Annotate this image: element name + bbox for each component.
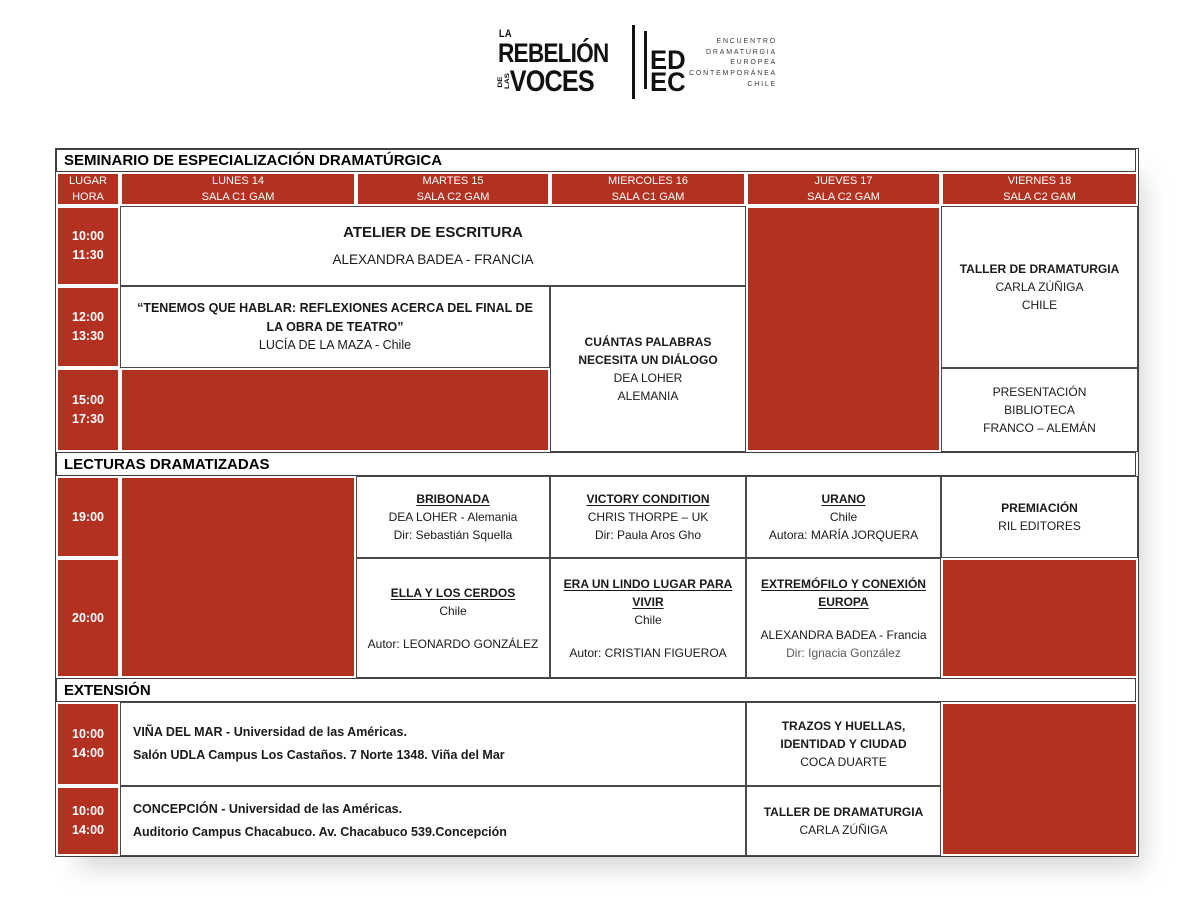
section-title-seminario: SEMINARIO DE ESPECIALIZACIÓN DRAMATÚRGICA <box>56 149 1136 172</box>
brand-wordmark <box>498 28 608 96</box>
cell-vina-del-mar: VIÑA DEL MAR - Universidad de las Américas. Salón UDLA Campus Los Castaños. 7 Norte 1348. Viña del Mar <box>120 702 746 786</box>
brand-de-las: DE LAS <box>496 72 511 89</box>
event-logo <box>498 20 777 104</box>
brand-voces: VOCES <box>509 64 594 98</box>
time-2000: 20:00 <box>56 558 120 678</box>
header-miercoles: MIERCOLES 16 SALA C1 GAM <box>550 172 746 206</box>
time-1000-1130: 10:00 11:30 <box>56 206 120 286</box>
cell-premiacion: PREMIACIÓN RIL EDITORES <box>941 476 1138 558</box>
cell-taller-dramaturgia-ext: TALLER DE DRAMATURGIA CARLA ZÚÑIGA <box>746 786 941 856</box>
cell-era-un-lindo-lugar: ERA UN LINDO LUGAR PARA VIVIR Chile Autor: CRISTIAN FIGUEROA <box>550 558 746 678</box>
cell-victory-condition: VICTORY CONDITION CHRIS THORPE – UK Dir: Paula Aros Gho <box>550 476 746 558</box>
header-viernes: VIERNES 18 SALA C2 GAM <box>941 172 1138 206</box>
time-ext-2: 10:00 14:00 <box>56 786 120 856</box>
schedule-table <box>55 148 1139 857</box>
cell-tenemos-que-hablar: “TENEMOS QUE HABLAR: REFLEXIONES ACERCA DEL FINAL DE LA OBRA DE TEATRO” LUCÍA DE LA MAZA - Chile <box>120 286 550 368</box>
time-1200-1330: 12:00 13:30 <box>56 286 120 368</box>
section-title-lecturas: LECTURAS DRAMATIZADAS <box>56 452 1136 476</box>
header-martes: MARTES 15 SALA C2 GAM <box>356 172 550 206</box>
cell-atelier-escritura: ATELIER DE ESCRITURA ALEXANDRA BADEA - FRANCIA <box>120 206 746 286</box>
brand-row <box>496 64 608 98</box>
cell-ella-y-los-cerdos: ELLA Y LOS CERDOS Chile Autor: LEONARDO GONZÁLEZ <box>356 558 550 678</box>
header-lugar-hora: LUGAR HORA <box>56 172 120 206</box>
cell-viernes-lecturas-blocked <box>941 558 1138 678</box>
time-ext-1: 10:00 14:00 <box>56 702 120 786</box>
cell-urano: URANO Chile Autora: MARÍA JORQUERA <box>746 476 941 558</box>
header-jueves: JUEVES 17 SALA C2 GAM <box>746 172 941 206</box>
brand-rebelion: REBELIÓN <box>498 37 609 68</box>
cell-lunes-lecturas-blocked <box>120 476 356 678</box>
cell-trazos-y-huellas: TRAZOS Y HUELLAS, IDENTIDAD Y CIUDAD COCA DUARTE <box>746 702 941 786</box>
time-1900: 19:00 <box>56 476 120 558</box>
edec-tagline: ENCUENTRO DRAMATURGIA EUROPEA CONTEMPORÁNEA CHILE <box>689 37 778 89</box>
cell-bribonada: BRIBONADA DEA LOHER - Alemania Dir: Sebastián Squella <box>356 476 550 558</box>
section-title-extension: EXTENSIÓN <box>56 678 1136 702</box>
cell-lunes-martes-blocked <box>120 368 550 452</box>
cell-concepcion: CONCEPCIÓN - Universidad de las Américas. Auditorio Campus Chacabuco. Av. Chacabuco 539.Concepción <box>120 786 746 856</box>
cell-jueves-blocked <box>746 206 941 452</box>
cell-viernes-extension-blocked <box>941 702 1138 856</box>
cell-presentacion-biblioteca: PRESENTACIÓN BIBLIOTECA FRANCO – ALEMÁN <box>941 368 1138 452</box>
edec-bar-icon <box>644 31 647 89</box>
cell-taller-dramaturgia-viernes: TALLER DE DRAMATURGIA CARLA ZÚÑIGA CHILE <box>941 206 1138 368</box>
logo-divider-bar <box>632 25 635 99</box>
cell-cuantas-palabras: CUÁNTAS PALABRAS NECESITA UN DIÁLOGO DEA LOHER ALEMANIA <box>550 286 746 452</box>
brand-la: LA <box>498 27 513 40</box>
edec-letters: ED EC <box>649 44 686 97</box>
edec-mark <box>644 31 778 97</box>
time-1500-1730: 15:00 17:30 <box>56 368 120 452</box>
cell-extremofilo: EXTREMÓFILO Y CONEXIÓN EUROPA ALEXANDRA BADEA - Francia Dir: Ignacia González <box>746 558 941 678</box>
header-lunes: LUNES 14 SALA C1 GAM <box>120 172 356 206</box>
